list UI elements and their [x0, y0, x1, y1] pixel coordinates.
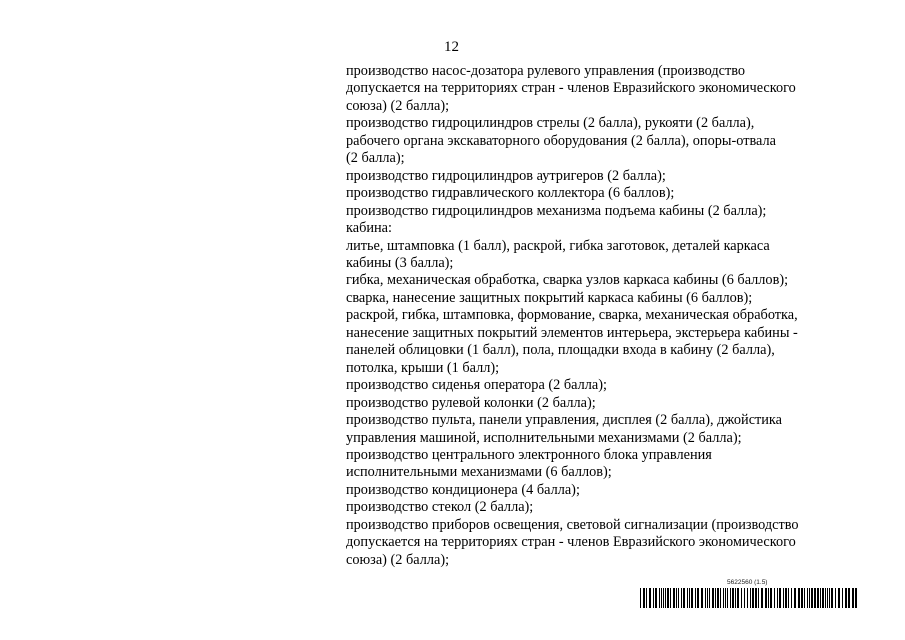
document-code: 5622560 (1.5) [727, 579, 768, 586]
text-line: управления машиной, исполнительными механизмами (2 балла); [346, 429, 742, 446]
text-line: нанесение защитных покрытий элементов интерьера, экстерьера кабины - [346, 324, 798, 341]
text-line: производство гидроцилиндров аутригеров (2 балла); [346, 167, 666, 184]
text-line: производство гидравлического коллектора (6 баллов); [346, 185, 675, 202]
text-line: кабины (3 балла); [346, 254, 454, 271]
text-line: производство приборов освещения, световой сигнализации (производство [346, 516, 799, 533]
document-body [346, 63, 836, 569]
text-line: литье, штамповка (1 балл), раскрой, гибка заготовок, деталей каркаса [346, 237, 770, 254]
text-line: рабочего органа экскаваторного оборудования (2 балла), опоры-отвала [346, 132, 776, 149]
text-line: союза) (2 балла); [346, 97, 450, 114]
text-line: производство кондиционера (4 балла); [346, 481, 580, 498]
text-line: допускается на территориях стран - членов Евразийского экономического [346, 80, 796, 97]
text-line: сварка, нанесение защитных покрытий каркаса кабины (6 баллов); [346, 289, 753, 306]
text-line: производство гидроцилиндров стрелы (2 балла), рукояти (2 балла), [346, 115, 755, 132]
text-line: панелей облицовки (1 балл), пола, площадки входа в кабину (2 балла), [346, 342, 775, 359]
text-line: производство гидроцилиндров механизма подъема кабины (2 балла); [346, 202, 767, 219]
text-line: производство центрального электронного блока управления [346, 446, 712, 463]
text-line: (2 балла); [346, 150, 405, 167]
text-line: производство сиденья оператора (2 балла); [346, 377, 607, 394]
page-number: 12 [444, 39, 459, 55]
text-line: допускается на территориях стран - членов Евразийского экономического [346, 534, 796, 551]
text-line: производство стекол (2 балла); [346, 499, 534, 516]
text-line: производство рулевой колонки (2 балла); [346, 394, 596, 411]
text-line: гибка, механическая обработка, сварка узлов каркаса кабины (6 баллов); [346, 272, 789, 289]
text-line: кабина: [346, 220, 392, 237]
text-line: производство насос-дозатора рулевого управления (производство [346, 63, 745, 79]
text-line: исполнительными механизмами (6 баллов); [346, 464, 612, 481]
text-line: союза) (2 балла); [346, 551, 450, 568]
text-line: потолка, крыши (1 балл); [346, 359, 500, 376]
barcode-image [640, 588, 858, 608]
text-line: производство пульта, панели управления, дисплея (2 балла), джойстика [346, 412, 783, 429]
text-line: раскрой, гибка, штамповка, формование, сварка, механическая обработка, [346, 307, 798, 324]
